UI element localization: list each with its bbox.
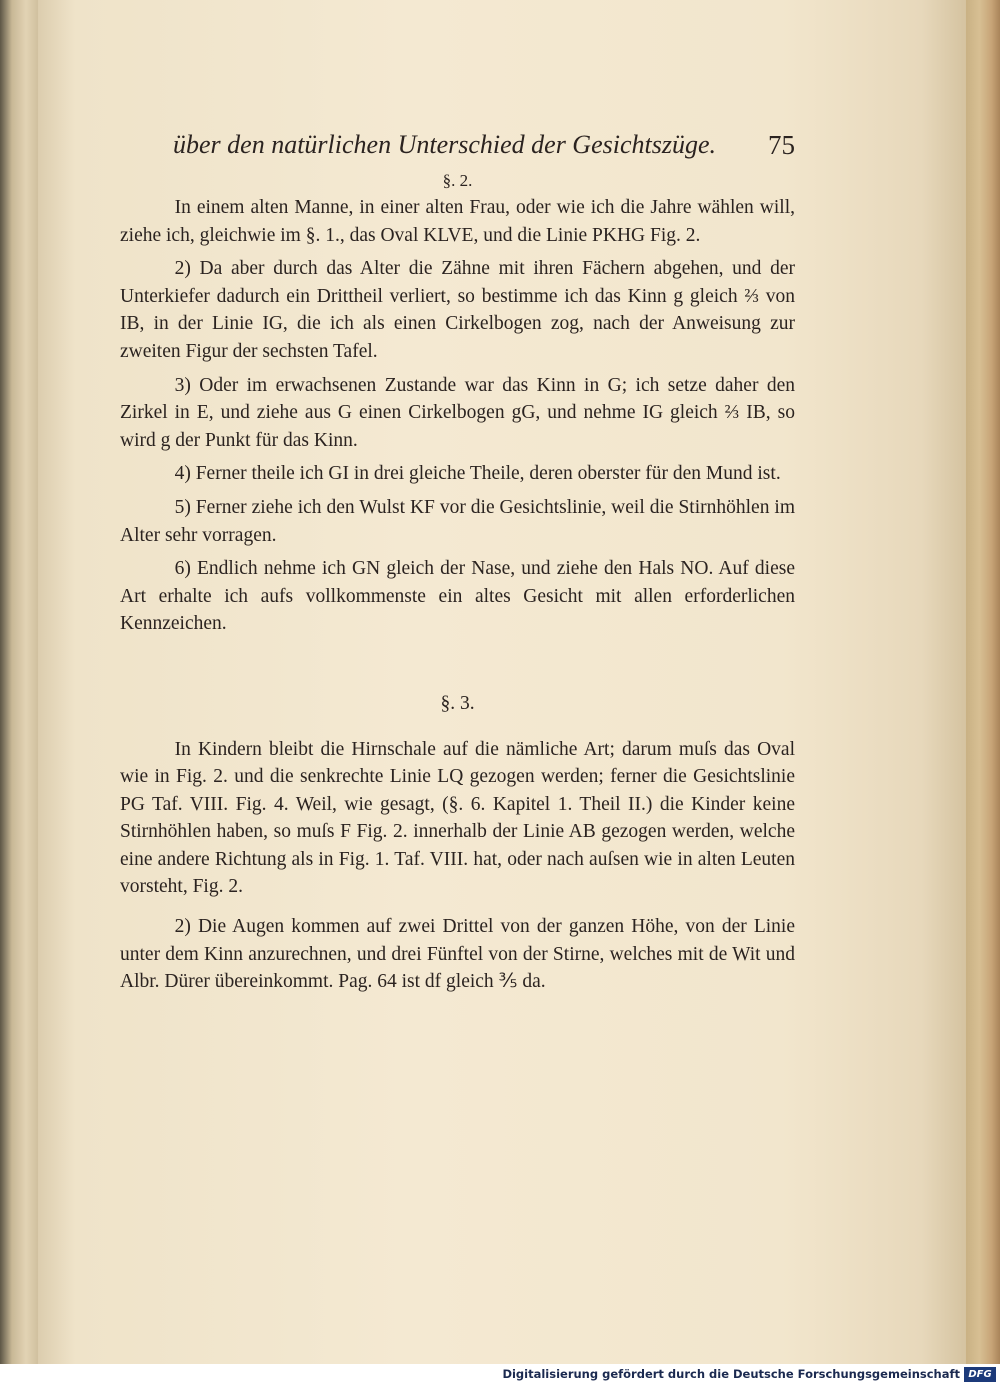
paragraph: In einem alten Manne, in einer alten Frau, oder wie ich die Jahre wählen will, ziehe ich, gleichwie im §. 1., das Oval KLVE, und die Linie PKHG Fig. 2. (120, 197, 795, 246)
footer-bar (0, 1364, 1000, 1386)
paragraph: 2) Die Augen kommen auf zwei Drittel von der ganzen Höhe, von der Linie unter dem Kinn anzurechnen, und drei Fünftel von der Stirne, welches mit de Wit und Albr. Dürer übereinkommt. Pag. 64 ist df gleich ⅗ da. (120, 916, 795, 993)
right-book-edge (966, 0, 1000, 1364)
section-heading-3: §. 3. (440, 692, 475, 714)
paragraph: 2) Da aber durch das Alter die Zähne mit ihren Fächern abgehen, und der Unterkiefer dadurch ein Drittheil verliert, so bestimme ich das Kinn g gleich ⅔ von IB, in der Linie IG, die ich als einen Cirkelbogen zog, nach der Anweisung zur zweiten Figur der sechsten Tafel. (120, 258, 795, 362)
section-heading-2: §. 2. (442, 171, 473, 190)
paragraph: 6) Endlich nehme ich GN gleich der Nase, und ziehe den Hals NO. Auf diese Art erhalte ich aufs vollkommenste ein altes Gesicht mit allen erforderlichen Kennzeichen. (120, 558, 795, 635)
paragraph: 4) Ferner theile ich GI in drei gleiche Theile, deren oberster für den Mund ist. (174, 463, 781, 485)
running-title: über den natürlichen Unterschied der Gesichtszüge. (173, 130, 717, 159)
left-book-edge (0, 0, 40, 1364)
running-head (120, 128, 795, 162)
page-text-block (120, 128, 795, 996)
footer-credit: Digitalisierung gefördert durch die Deutsche Forschungsgemeinschaft (502, 1367, 960, 1381)
page-number: 75 (768, 130, 795, 160)
paragraph: 3) Oder im erwachsenen Zustande war das Kinn in G; ich setze daher den Zirkel in E, und ziehe aus G einen Cirkelbogen gG, und nehme IG gleich ⅔ IB, so wird g der Punkt für das Kinn. (120, 374, 795, 451)
dfg-logo: DFG (964, 1367, 996, 1382)
paragraph: In Kindern bleibt die Hirnschale auf die nämliche Art; darum muſs das Oval wie in Fig. 2. und die senkrechte Linie LQ gezogen werden; ferner die Gesichtslinie PG Taf. VIII. Fig. 4. Weil, wie gesagt, (§. 6. Kapitel 1. Theil II.) die Kinder keine Stirnhöhlen haben, so muſs F Fig. 2. innerhalb der Linie AB gezogen werden, welche eine andere Richtung als in Fig. 1. Taf. VIII. hat, oder nach auſsen wie in alten Leuten vorsteht, Fig. 2. (120, 738, 795, 898)
paragraph: 5) Ferner ziehe ich den Wulst KF vor die Gesichtslinie, weil die Stirnhöhlen im Alter sehr vorragen. (120, 496, 795, 546)
